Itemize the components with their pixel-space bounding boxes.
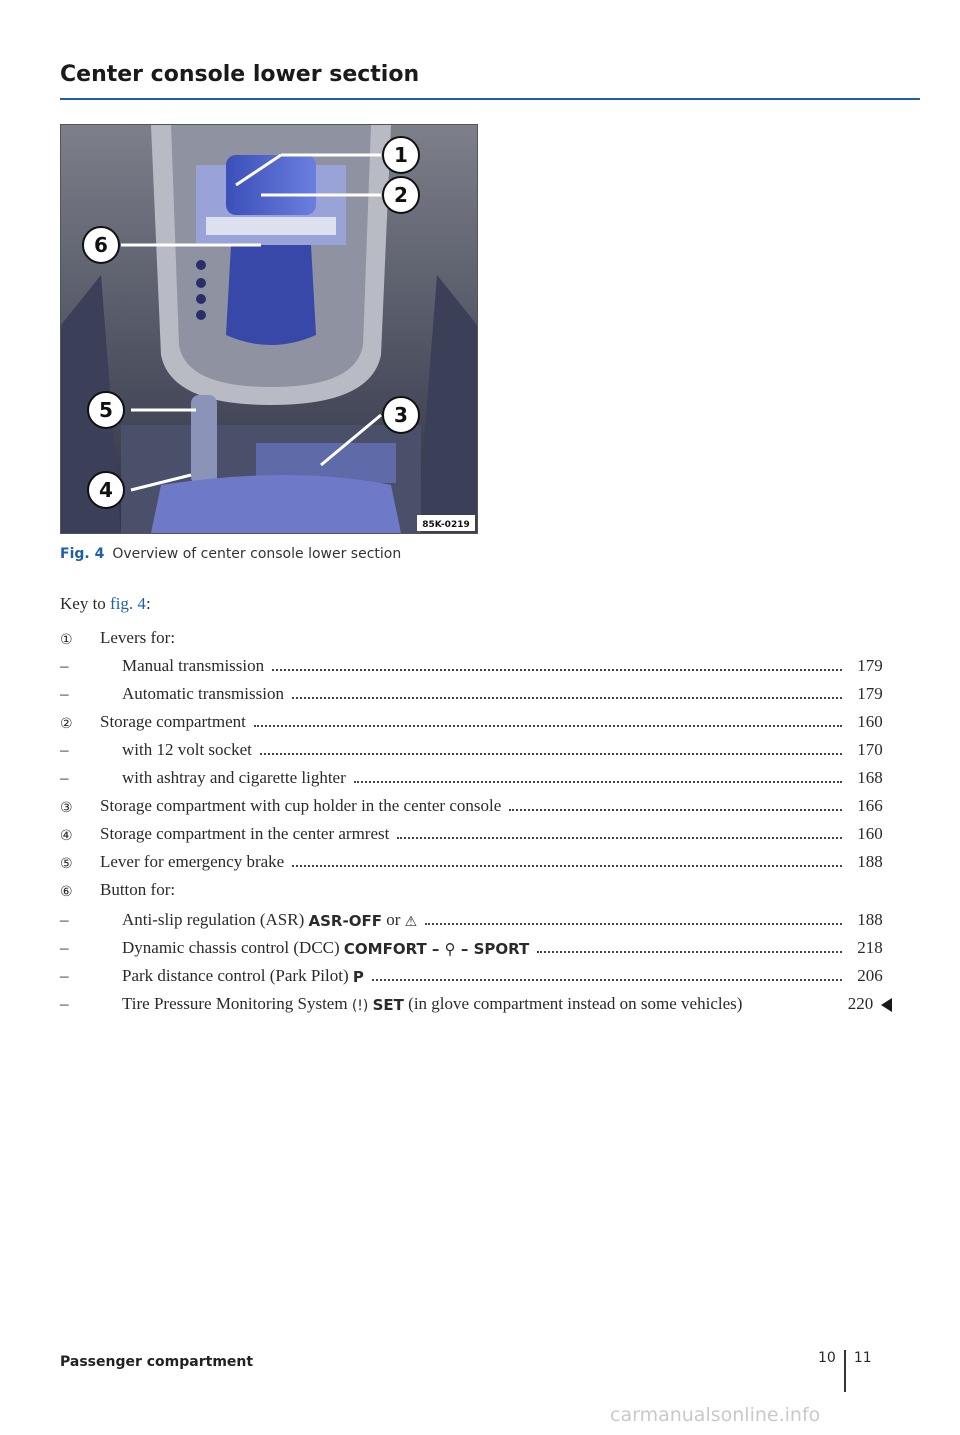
entry-marker: – xyxy=(60,938,69,957)
entry-text-suffix: (in glove compartment instead on some vehicles) xyxy=(408,994,743,1013)
figure-link[interactable]: fig. 4 xyxy=(110,594,146,613)
dot-leader xyxy=(254,725,842,727)
list-item xyxy=(60,734,920,760)
page-reference[interactable]: 220 xyxy=(847,994,874,1013)
entry-marker: – xyxy=(60,910,69,929)
callout-5: 5 xyxy=(99,398,113,422)
section-end-icon xyxy=(881,998,892,1012)
entry-marker: – xyxy=(60,656,69,675)
entry-text: with ashtray and cigarette lighter xyxy=(122,768,346,787)
entry-text: Anti-slip regulation (ASR) xyxy=(122,910,305,929)
page-reference[interactable]: 188 xyxy=(857,910,883,929)
entry-text: Park distance control (Park Pilot) xyxy=(122,966,349,985)
entry-marker: ③ xyxy=(60,800,73,816)
figure-caption-text: Overview of center console lower section xyxy=(112,546,402,562)
callout-1: 1 xyxy=(394,143,408,167)
page-reference[interactable]: 166 xyxy=(857,796,883,815)
list-item xyxy=(60,960,920,986)
entry-text: Lever for emergency brake xyxy=(100,852,285,871)
entry-text: Button for: xyxy=(100,880,176,899)
dot-leader xyxy=(292,865,842,867)
entry-text: with 12 volt socket xyxy=(122,740,252,759)
list-item xyxy=(60,818,920,844)
dot-leader xyxy=(425,923,842,925)
asr-off-icon: ⚠ xyxy=(404,914,418,930)
key-line xyxy=(60,594,151,614)
callout-3: 3 xyxy=(394,403,408,427)
page-reference[interactable]: 179 xyxy=(857,656,883,675)
entry-text: Automatic transmission xyxy=(122,684,284,703)
dot-leader xyxy=(260,753,842,755)
page-number-left: 10 xyxy=(818,1350,836,1366)
entry-text: Dynamic chassis control (DCC) xyxy=(122,938,340,957)
list-item xyxy=(60,650,920,676)
figure-code: 85K-0219 xyxy=(422,520,470,530)
list-item xyxy=(60,762,920,788)
dot-leader xyxy=(509,809,842,811)
list-item xyxy=(60,706,920,732)
entry-marker: ④ xyxy=(60,828,73,844)
dot-leader xyxy=(354,781,842,783)
title-rule xyxy=(60,98,920,100)
footer-page-numbers xyxy=(818,1350,872,1392)
key-prefix: Key to xyxy=(60,594,106,613)
page-title: Center console lower section xyxy=(60,62,420,87)
page-reference[interactable]: 160 xyxy=(857,824,883,843)
list-item xyxy=(60,846,920,872)
page-reference[interactable]: 168 xyxy=(857,768,883,787)
park-pilot-icon: P xyxy=(352,968,364,986)
center-console-illustration xyxy=(61,125,477,533)
entry-text-suffix: or xyxy=(386,910,401,929)
entry-marker: – xyxy=(60,740,69,759)
entry-text: Storage compartment xyxy=(100,712,246,731)
entry-text: Manual transmission xyxy=(122,656,265,675)
entry-marker: ① xyxy=(60,632,73,648)
dot-leader xyxy=(272,669,842,671)
figure-caption xyxy=(60,546,401,562)
asr-off-button-label: ASR-OFF xyxy=(308,912,382,930)
page-reference[interactable]: 179 xyxy=(857,684,883,703)
entry-marker: ② xyxy=(60,716,73,732)
list-item xyxy=(60,678,920,704)
page-reference[interactable]: 160 xyxy=(857,712,883,731)
dot-leader xyxy=(537,951,842,953)
callout-6: 6 xyxy=(94,233,108,257)
callout-4: 4 xyxy=(99,478,113,502)
list-item xyxy=(60,874,920,900)
entry-text: Storage compartment in the center armrest xyxy=(100,824,390,843)
list-item xyxy=(60,622,920,648)
list-item xyxy=(60,790,920,816)
page-reference[interactable]: 206 xyxy=(857,966,883,985)
dot-leader xyxy=(292,697,842,699)
page-number-right: 11 xyxy=(853,1350,872,1366)
entry-text: Tire Pressure Monitoring System xyxy=(122,994,348,1013)
entry-marker: ⑥ xyxy=(60,884,73,900)
key-suffix: : xyxy=(145,594,151,613)
footer-section-name: Passenger compartment xyxy=(60,1354,254,1370)
dcc-button-label: COMFORT – ⚲ – SPORT xyxy=(343,940,530,958)
dot-leader xyxy=(372,979,842,981)
list-item xyxy=(60,988,920,1014)
tire-pressure-icon: (!) xyxy=(351,998,369,1014)
entry-marker: – xyxy=(60,966,69,985)
page-reference[interactable]: 170 xyxy=(857,740,883,759)
page-reference[interactable]: 218 xyxy=(857,938,883,957)
callout-2: 2 xyxy=(394,183,408,207)
entry-text: Levers for: xyxy=(100,628,176,647)
page-reference-end xyxy=(840,994,900,1014)
list-item xyxy=(60,904,920,930)
list-item xyxy=(60,932,920,958)
entry-text: Storage compartment with cup holder in the center console xyxy=(100,796,502,815)
figure-number: Fig. 4 xyxy=(60,546,105,562)
center-console-figure xyxy=(60,124,478,534)
entry-marker: ⑤ xyxy=(60,856,73,872)
entry-marker: – xyxy=(60,684,69,703)
entry-marker: – xyxy=(60,768,69,787)
page-reference[interactable]: 188 xyxy=(857,852,883,871)
entry-marker: – xyxy=(60,994,69,1013)
page-divider xyxy=(844,1350,846,1392)
set-button-label: SET xyxy=(372,996,404,1014)
watermark: carmanualsonline.info xyxy=(610,1404,821,1426)
dot-leader xyxy=(397,837,842,839)
